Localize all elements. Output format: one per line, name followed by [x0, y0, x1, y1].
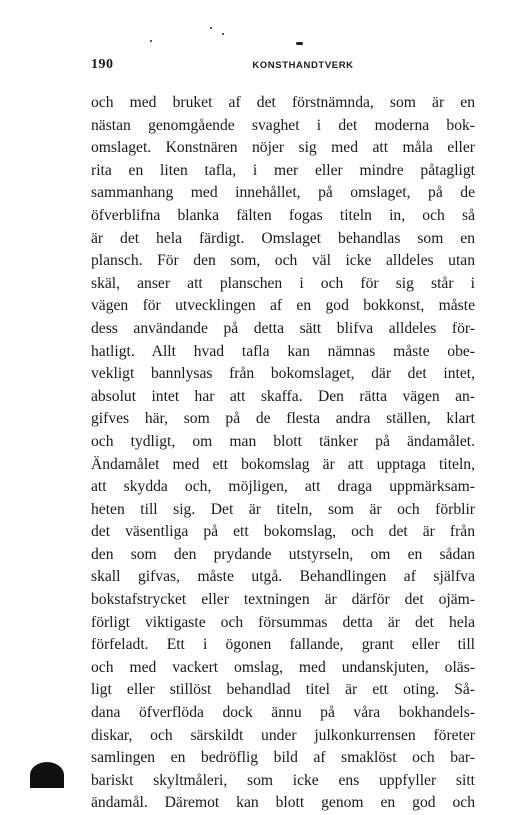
- text-line: och med bruket af det förstnämnda, som är en: [91, 94, 475, 111]
- text-line: dana öfverflöda dock ännu på våra bokhandels-: [91, 704, 475, 722]
- text-line: det väsentliga på ett bokomslag, och det är från: [91, 523, 475, 541]
- text-line: diskar, och särskildt under julkonkurrensen företer: [91, 726, 475, 744]
- body-text: [91, 92, 475, 815]
- page-number: 190: [91, 57, 114, 72]
- text-line: absolut intet har att skaffa. Den rätta vägen an-: [91, 387, 475, 405]
- text-line: gifves här, som på de flesta andra ställen, klart: [91, 410, 475, 428]
- text-line: skall gifvas, måste utgå. Behandlingen af själfva: [91, 568, 475, 586]
- text-line: är det hela färdigt. Omslaget behandlas som en: [91, 229, 475, 247]
- text-line: bokstafstrycket eller textningen är därför det ojäm-: [91, 591, 475, 609]
- text-line: och med vackert omslag, med undanskjuten, oläs-: [91, 658, 475, 676]
- text-line: omslaget. Konstnären nöjer sig med att måla eller: [91, 139, 475, 157]
- text-line: dess användande på detta sätt blifva alldeles för-: [91, 319, 475, 337]
- text-line: ligt eller stillöst behandlad titel är ett oting. Så-: [91, 681, 475, 699]
- running-title: KONSTHANDTVERK: [252, 60, 354, 71]
- text-line: förligt viktigaste och försummas detta är det hela: [91, 613, 475, 631]
- text-line: öfverblifna blanka fälten fogas titeln in, och så: [91, 206, 475, 224]
- text-line: Ändamålet med ett bokomslag är att upptaga titeln,: [91, 455, 475, 473]
- text-line: förfeladt. Ett i ögonen fallande, grant eller till: [91, 636, 475, 654]
- text-line: plansch. För den som, och väl icke alldeles utan: [91, 252, 475, 270]
- ink-speck: [296, 42, 303, 45]
- ink-speck: [210, 27, 212, 29]
- text-line: den som den prydande utstyrseln, om en sådan: [91, 545, 475, 563]
- text-line: vägen för utvecklingen af en god bokkonst, måste: [91, 297, 475, 315]
- text-line: att skydda och, möjligen, att draga uppmärksam-: [91, 478, 475, 496]
- running-head: [91, 57, 475, 77]
- text-line: ändamål. Däremot kan blott genom en god och: [91, 794, 475, 812]
- ink-speck: [222, 33, 224, 35]
- ink-speck: [150, 40, 152, 42]
- text-line: sammanhang med innehållet, på omslaget, på de: [91, 184, 475, 202]
- text-line: heten till sig. Det är titeln, som är och förblir: [91, 500, 475, 518]
- text-line: hatligt. Allt hvad tafla kan nämnas måste obe-: [91, 342, 475, 360]
- text-line: och tydligt, om man blott tänker på ändamålet.: [91, 432, 475, 450]
- text-line: nästan genomgående svaghet i det moderna bok-: [91, 116, 475, 134]
- text-line: rita en liten tafla, i mer eller mindre påtagligt: [91, 161, 475, 179]
- ink-blot: [30, 762, 64, 788]
- text-line: samlingen en bedröflig bild af smaklöst och bar-: [91, 749, 475, 767]
- text-line: vekligt bannlysas från bokomslaget, där det intet,: [91, 365, 475, 383]
- text-line: skäl, anser att planschen i och för sig står i: [91, 274, 475, 292]
- text-line: bariskt skyltmåleri, som icke ens uppfyller sitt: [91, 771, 475, 789]
